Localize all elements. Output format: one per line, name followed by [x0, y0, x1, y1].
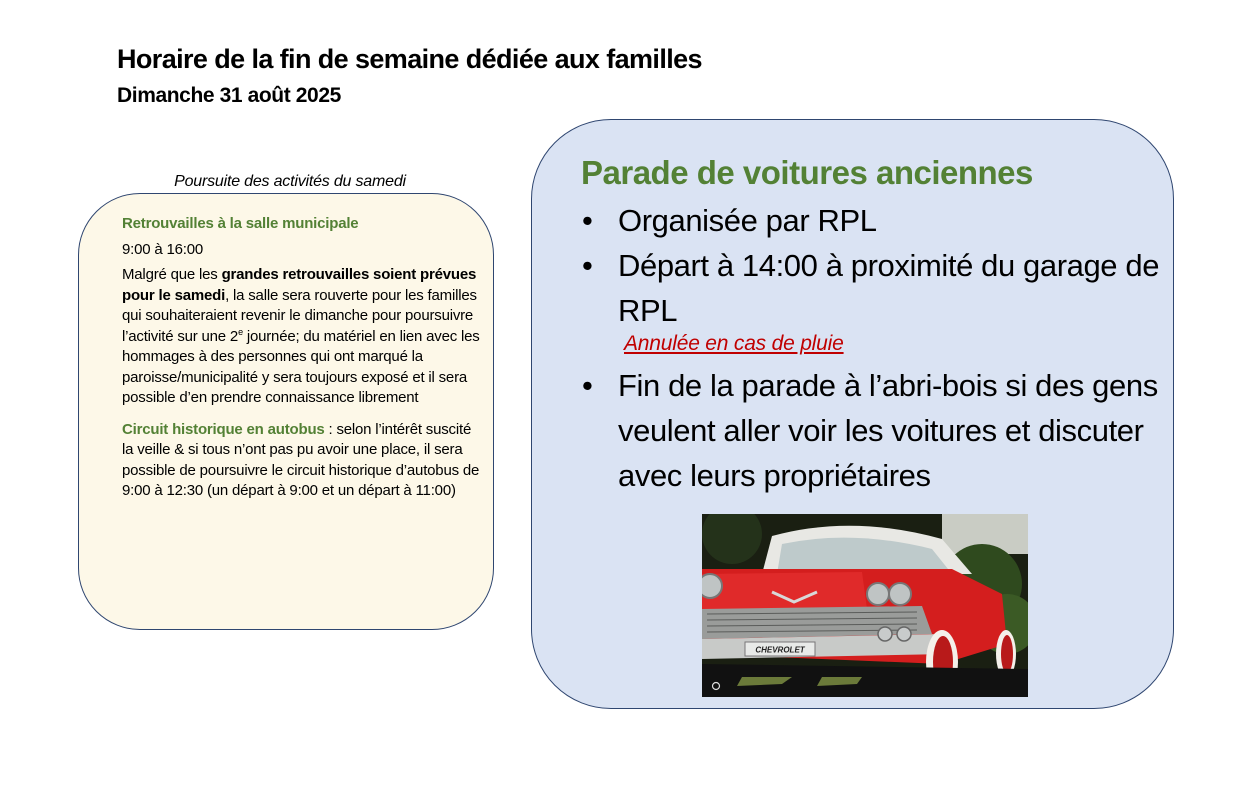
text-segment: Malgré que les [122, 266, 222, 283]
bullet-item [581, 243, 1171, 333]
bullet-icon: • [582, 368, 593, 403]
bullet-text: Organisée par RPL [618, 203, 877, 238]
text-segment: : selon l’intérêt suscité la veille & si tous n’ont pas pu avoir une place, il sera possible de poursuivre le circuit historique d’autobus de 9:00 à 12:30 (un départ à 9:00 et un départ à 11:00) [122, 420, 480, 499]
plate-text: CHEVROLET [755, 645, 805, 655]
bold-text-segment: grandes retrouvailles soient prévues pour le samedi [122, 266, 477, 304]
text-segment: journée; du matériel en lien avec les hommages à des personnes qui ont marqué la paroisse/municipalité y sera toujours exposé et il sera possible d’en prendre connaissance librement [122, 327, 480, 406]
rain-cancellation-note: Annulée en cas de pluie [624, 332, 844, 355]
text-segment: , la salle sera rouverte pour les familles qui souhaiteraient revenir le dimanche pour poursuivre l’activité sur une 2 [122, 286, 477, 345]
bullet-item [581, 198, 1171, 243]
bullet-icon: • [582, 248, 593, 283]
car-illustration [702, 514, 1028, 697]
vintage-car-photo [702, 514, 1028, 697]
superscript-e: e [238, 326, 243, 337]
page-subtitle-date: Dimanche 31 août 2025 [117, 84, 341, 107]
section-text-circuit [122, 420, 482, 502]
bullet-text: Départ à 14:00 à proximité du garage de RPL [618, 248, 1160, 328]
section-heading-circuit: Circuit historique en autobus [122, 420, 325, 438]
bullet-icon: • [582, 203, 593, 238]
bullet-text: Fin de la parade à l’abri-bois si des gens veulent aller voir les voitures et discuter avec leurs propriétaires [618, 368, 1158, 493]
left-panel-caption: Poursuite des activités du samedi [174, 173, 406, 190]
bullet-item [581, 363, 1171, 498]
left-panel-content [122, 214, 482, 502]
parade-bullet-list [581, 198, 1171, 498]
section-text-retrouvailles [122, 265, 482, 409]
page-title: Horaire de la fin de semaine dédiée aux familles [117, 44, 702, 74]
section-heading-retrouvailles: Retrouvailles à la salle municipale [122, 215, 359, 232]
parade-title: Parade de voitures anciennes [581, 154, 1033, 191]
section-time-retrouvailles: 9:00 à 16:00 [122, 240, 204, 258]
